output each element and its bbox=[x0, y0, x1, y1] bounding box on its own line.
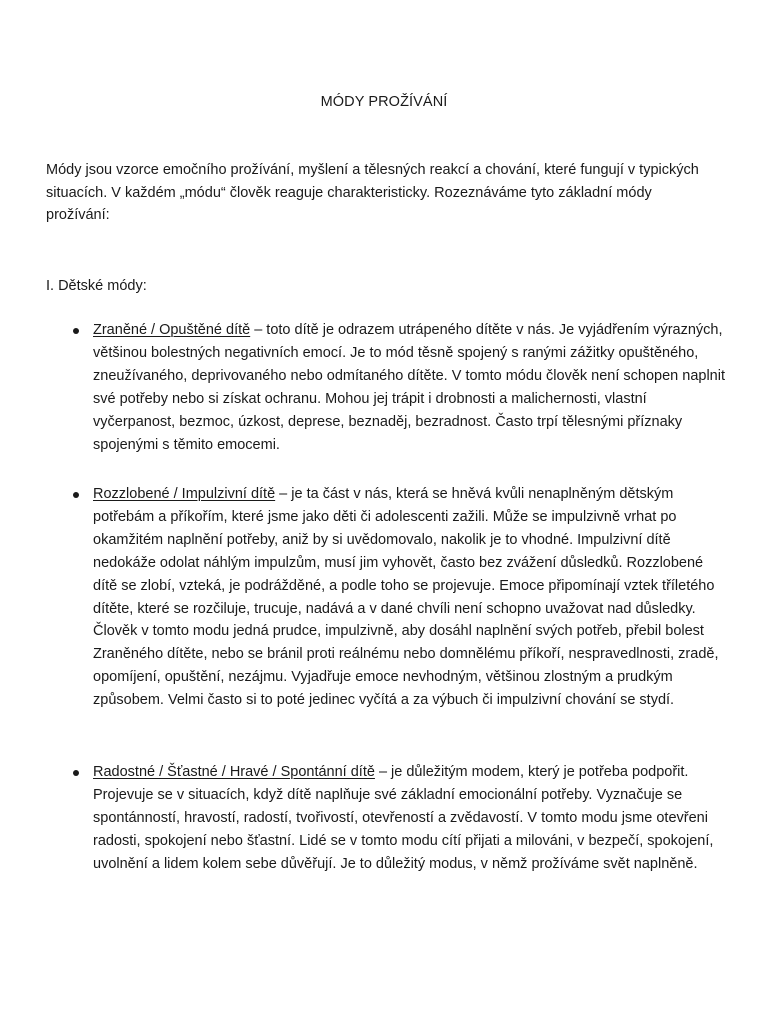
term-description: – je ta část v nás, která se hněvá kvůli nenaplněným dětským potřebám a příkořím, které jsme jako děti či adolescenti zažili. Může se impulzivně vrhat po okamžitém naplnění potřeby, aniž by si uvědomovalo, nakolik je to vhodné. Impulzivní dítě nedokáže odolat náhlým impulzům, musí jim vyhovět, často bez zvážení důsledků. Rozzlobené dítě se zlobí, vzteká, je podrážděné, a podle toho se projevuje. Emoce připomínají vztek tříletého dítěte, které se rozčiluje, trucuje, nadává a v dané chvíli není schopno uvažovat nad důsledky. Člověk v tomto modu jedná prudce, impulzivně, aby dosáhl naplnění svých potřeb, přebil bolest Zraněného dítěte, nebo se bránil proti reálnému nebo domnělému příkoří, nespravedlnosti, zradě, opomíjení, opuštění, nezájmu. Vyjadřuje emoce nevhodným, většinou zlostným a prudkým způsobem. Velmi často si to poté jedinec vyčítá a za výbuch či impulzivní chování se stydí. bbox=[93, 486, 719, 709]
list-item-wounded-child bbox=[46, 319, 726, 456]
term-description: – toto dítě je odrazem utrápeného dítěte v nás. Je vyjádřením výrazných, většinou bolestných negativních emocí. Je to mód těsně spojený s ranými zážitky opuštěného, zneužívaného, deprivovaného nebo odmítaného dítěte. V tomto módu člověk není schopen naplnit své potřeby nebo si získat ochranu. Mohou jej trápit i drobnosti a malichernosti, vlastní vyčerpanost, bezmoc, úzkost, deprese, beznaděj, bezradnost. Často trpí tělesnými příznaky spojenými s těmito emocemi. bbox=[93, 322, 725, 453]
list-item-happy-child bbox=[46, 761, 726, 876]
list-item-angry-child bbox=[46, 483, 726, 712]
list-item-text bbox=[93, 761, 726, 876]
term-label: Rozzlobené / Impulzivní dítě bbox=[93, 486, 276, 502]
list-item-text bbox=[93, 319, 726, 456]
list-item-text bbox=[93, 483, 726, 712]
intro-paragraph: Módy jsou vzorce emočního prožívání, myšlení a tělesných reakcí a chování, které fungují v typických situacích. V každém „módu“ člověk reaguje charakteristicky. Rozeznáváme tyto základní módy prožívání: bbox=[46, 162, 699, 223]
term-description: – je důležitým modem, který je potřeba podpořit. Projevuje se v situacích, když dítě naplňuje své základní emocionální potřeby. Vyznačuje se spontánností, hravostí, radostí, tvořivostí, otevřeností a zvědavostí. V tomto modu jsme otevřeni radosti, spokojení nebo šťastní. Lidé se v tomto modu cítí přijati a milováni, v bezpečí, spokojení, uvolnění a lidem kolem sebe důvěřují. Je to důležitý modus, v němž prožíváme svět naplněně. bbox=[93, 764, 714, 872]
bullet-icon bbox=[73, 328, 79, 334]
bullet-icon bbox=[73, 770, 79, 776]
section-heading: I. Dětské módy: bbox=[46, 278, 147, 294]
term-label: Radostné / Šťastné / Hravé / Spontánní dítě bbox=[93, 764, 375, 780]
bullet-icon bbox=[73, 492, 79, 498]
page-title: MÓDY PROŽÍVÁNÍ bbox=[320, 94, 448, 110]
term-label: Zraněné / Opuštěné dítě bbox=[93, 322, 251, 338]
